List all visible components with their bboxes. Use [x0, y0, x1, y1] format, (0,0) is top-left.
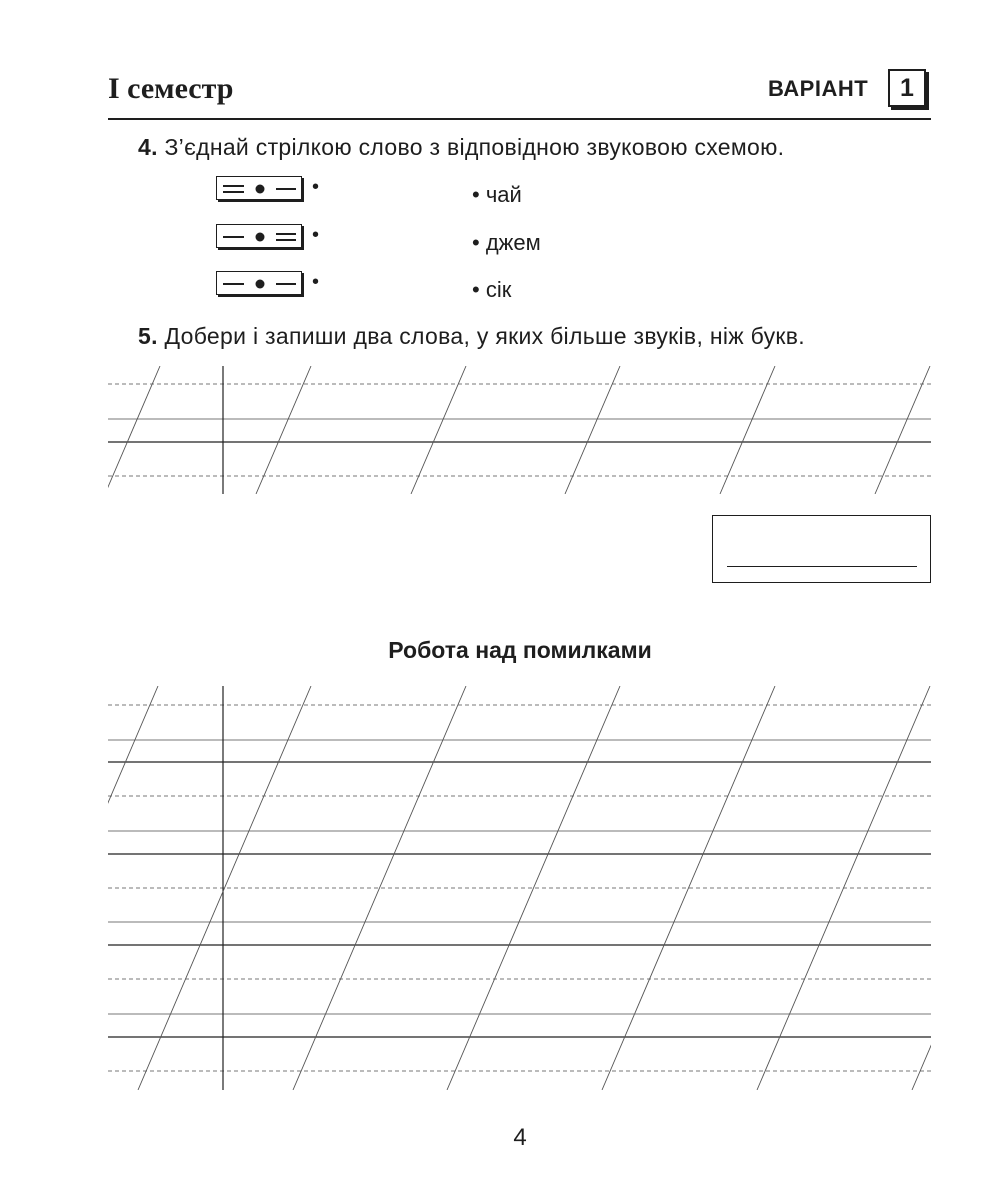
semester-title: I семестр [108, 72, 234, 105]
scheme-3-dot[interactable]: • [312, 271, 320, 293]
answer-grid-errors[interactable] [0, 686, 999, 1090]
task-5-text: Добери і запиши два слова, у яких більше звуків, ніж букв. [164, 323, 805, 349]
word-1-dot: • [472, 182, 486, 207]
section-title: Робота над помилками [388, 637, 652, 663]
task-5-number: 5. [138, 323, 165, 349]
task-4-text: З’єднай стрілкою слово з відповідною звуковою схемою. [164, 134, 785, 160]
score-line [727, 566, 917, 567]
answer-grid-task-5[interactable] [105, 366, 931, 494]
word-2: джем [485, 230, 541, 255]
variant-label: ВАРІАНТ [768, 76, 869, 101]
word-2-dot: • [472, 230, 486, 255]
score-box[interactable] [712, 515, 931, 583]
variant-number-box: 1 [888, 69, 926, 107]
word-1: чай [485, 182, 522, 207]
word-3: сік [485, 277, 512, 302]
page-number: 4 [513, 1124, 527, 1151]
task-4-number: 4. [138, 134, 165, 160]
scheme-1-dot[interactable]: • [312, 176, 320, 198]
word-3-dot: • [472, 277, 486, 302]
scheme-2-dot[interactable]: • [312, 224, 320, 246]
